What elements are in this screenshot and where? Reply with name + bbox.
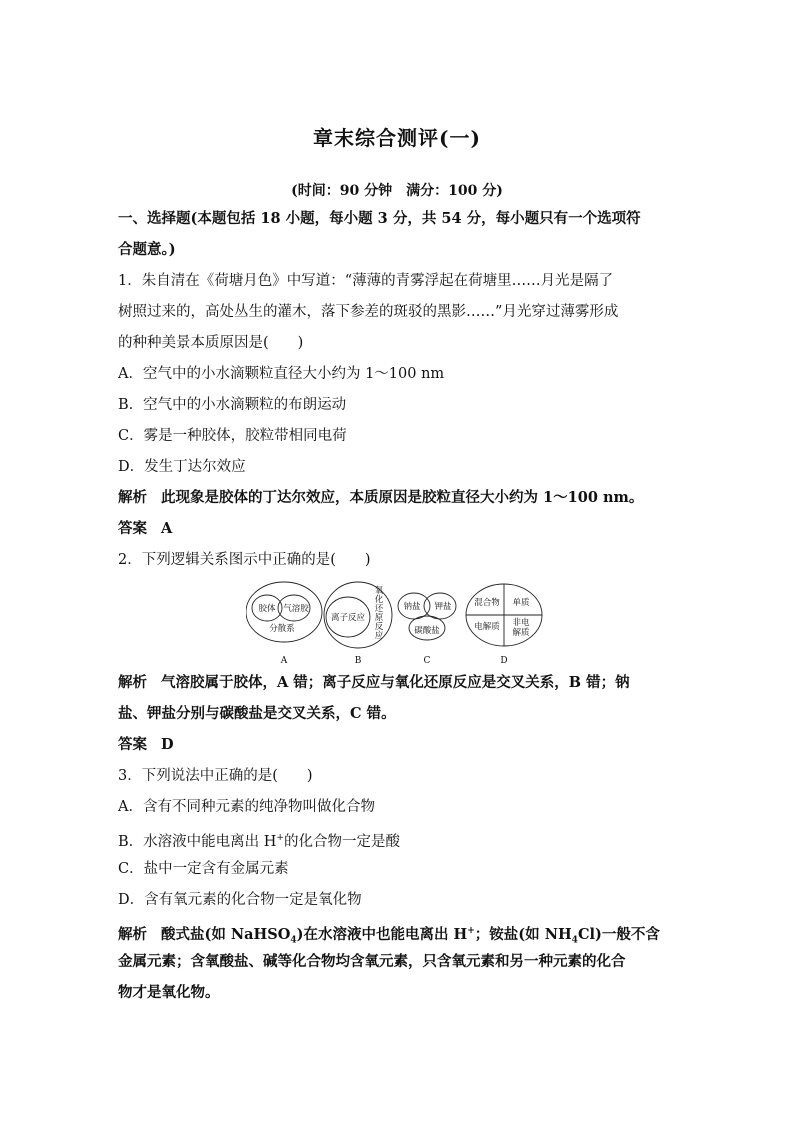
- diagram-b-vchar: 原: [374, 613, 384, 623]
- diagram-d: [466, 584, 542, 666]
- q3-analysis-line-1: [118, 920, 678, 951]
- q2-answer-value: D: [161, 736, 174, 753]
- q3-option-c: C．盐中一定含有金属元素: [118, 861, 289, 877]
- diagram-d-bottom-right-label-2: 解质: [512, 628, 530, 638]
- diagram-d-bottom-left-label: 电解质: [474, 622, 500, 632]
- diagram-d-letter: D: [500, 656, 508, 666]
- q3-analysis-line-3: 物才是氧化物。: [118, 984, 220, 1001]
- q3-stem: 3．下列说法中正确的是( ): [118, 768, 313, 784]
- q3-analysis-text: )在水溶液中也能电离出 H: [296, 925, 468, 943]
- q3-option-b: [118, 827, 678, 858]
- diagram-a-left-label: 胶体: [258, 604, 276, 614]
- diagram-a-outer-label: 分散系: [269, 624, 295, 634]
- q1-answer: [118, 518, 678, 549]
- q3-analysis-text: 酸式盐(如 NaHSO: [161, 925, 291, 943]
- q1-stem-line-1: 1．朱自清在《荷塘月色》中写道：“薄薄的青雾浮起在荷塘里……月光是隔了: [118, 273, 614, 289]
- q1-stem-line-3: 的种种美景本质原因是( ): [118, 335, 304, 351]
- answer-label: 答案: [118, 520, 147, 537]
- diagram-b-vchar: 反: [374, 622, 384, 632]
- diagram-b-vchar: 应: [374, 631, 384, 641]
- diagram-b-inner-label: 离子反应: [330, 613, 366, 623]
- page-title: 章末综合测评(一): [313, 126, 481, 150]
- q1-analysis-text: 此现象是胶体的丁达尔效应，本质原因是胶粒直径大小约为 1～100 nm。: [161, 489, 644, 506]
- q3-analysis-text: Cl)一般不含: [577, 925, 660, 943]
- subscript: 4: [290, 935, 297, 946]
- q3-analysis-line-2: 金属元素；含氧酸盐、碱等化合物均含氧元素，只含氧元素和另一种元素的化合: [118, 953, 626, 970]
- diagram-b-letter: B: [354, 656, 362, 666]
- q3-analysis-text: ；铵盐(如 NH: [474, 925, 572, 943]
- answer-label: 答案: [118, 736, 147, 753]
- q2-analysis-line-1: [118, 672, 678, 703]
- diagram-b-vchar: 还: [374, 604, 384, 614]
- q3-option-b-text: B．水溶液中能电离出 H: [118, 833, 277, 850]
- diagram-c-bottom-label: 碳酸盐: [414, 626, 440, 636]
- diagram-d-top-left-label: 混合物: [474, 598, 500, 608]
- q3-option-a: A．含有不同种元素的纯净物叫做化合物: [118, 799, 375, 815]
- q1-stem-line-2: 树照过来的，高处丛生的灌木，落下参差的斑驳的黑影……”月光穿过薄雾形成: [118, 304, 619, 320]
- q3-option-d: D．含有氧元素的化合物一定是氧化物: [118, 892, 362, 908]
- diagram-b-vchar: 氧: [374, 586, 384, 596]
- q1-answer-value: A: [161, 520, 173, 537]
- section-heading-line-2: 合题意。): [118, 241, 176, 258]
- diagram-a: [246, 582, 322, 666]
- superscript: +: [276, 833, 284, 843]
- q2-figure: [118, 580, 678, 672]
- diagram-a-right-label: 气溶胶: [283, 604, 309, 614]
- q1-analysis: [118, 487, 678, 518]
- diagram-b-vchar: 化: [374, 595, 384, 605]
- q2-stem: 2．下列逻辑关系图示中正确的是( ): [118, 552, 371, 568]
- diagram-d-top-right-label: 单质: [512, 598, 530, 608]
- subscript: 4: [571, 935, 578, 946]
- q1-option-a: A．空气中的小水滴颗粒直径大小约为 1～100 nm: [118, 366, 445, 382]
- diagram-c: [398, 593, 456, 666]
- diagram-a-letter: A: [280, 656, 288, 666]
- exam-meta: (时间：90 分钟 满分：100 分): [291, 183, 503, 199]
- diagram-c-right-label: 钾盐: [434, 602, 452, 612]
- analysis-label: 解析: [118, 925, 147, 943]
- section-heading-line-1: 一、选择题(本题包括 18 小题，每小题 3 分，共 54 分，每小题只有一个选项符: [118, 210, 641, 227]
- q3-option-b-text-end: 的化合物一定是酸: [283, 833, 400, 850]
- diagram-c-left-label: 钠盐: [403, 602, 421, 612]
- q1-option-d: D．发生丁达尔效应: [118, 459, 246, 475]
- diagram-c-letter: C: [423, 656, 431, 666]
- q1-option-c: C．雾是一种胶体，胶粒带相同电荷: [118, 428, 347, 444]
- q1-option-b: B．空气中的小水滴颗粒的布朗运动: [118, 397, 347, 413]
- q2-analysis-text-1: 气溶胶属于胶体，A 错；离子反应与氧化还原反应是交叉关系，B 错；钠: [161, 674, 630, 691]
- q2-analysis-line-2: 盐、钾盐分别与碳酸盐是交叉关系，C 错。: [118, 705, 396, 722]
- logic-diagrams: [246, 580, 546, 672]
- diagram-b: [324, 582, 392, 666]
- analysis-label: 解析: [118, 489, 147, 506]
- diagram-d-bottom-right-label-1: 非电: [512, 618, 530, 628]
- q2-answer: [118, 734, 678, 765]
- superscript: +: [467, 926, 475, 936]
- document-body: [118, 208, 678, 1013]
- analysis-label: 解析: [118, 674, 147, 691]
